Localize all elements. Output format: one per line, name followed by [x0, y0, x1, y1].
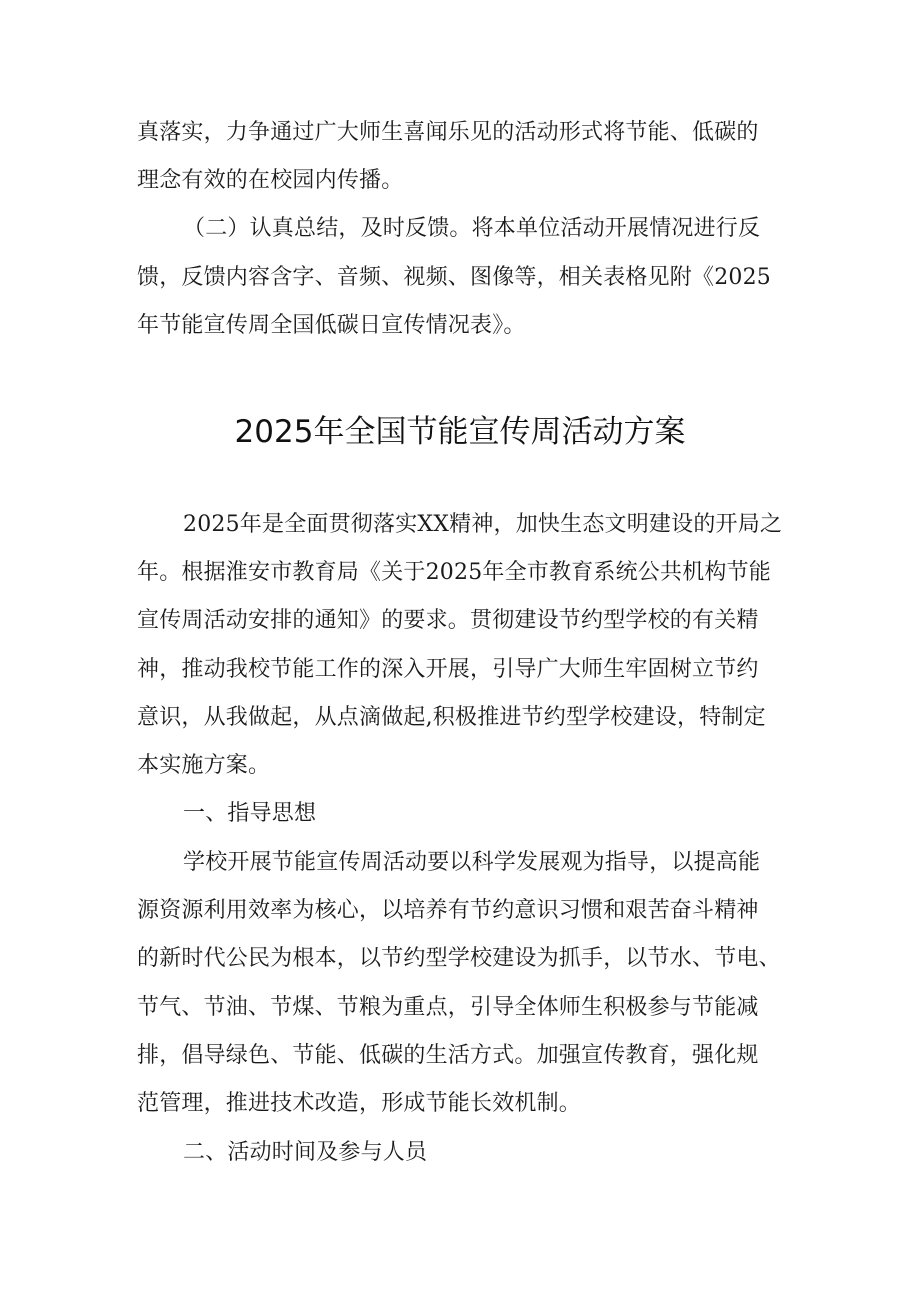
paragraph-line: 年节能宣传周全国低碳日宣传情况表》。 — [137, 313, 526, 338]
section-heading: 一、指导思想 — [183, 801, 317, 826]
paragraph-line: 意识，从我做起，从点滴做起,积极推进节约型学校建设，特制定 — [137, 705, 766, 730]
paragraph-line: 年。根据淮安市教育局《关于2025年全市教育系统公共机构节能 — [137, 560, 771, 585]
document-title: 2025年全国节能宣传周活动方案 — [234, 414, 686, 450]
paragraph-line: 理念有效的在校园内传播。 — [137, 168, 404, 193]
paragraph-line: 的新时代公民为根本，以节约型学校建设为抓手，以节水、节电、 — [137, 946, 781, 971]
paragraph-line: 排，倡导绿色、节能、低碳的生活方式。加强宣传教育，强化规 — [137, 1043, 759, 1068]
paragraph-line: 真落实，力争通过广大师生喜闻乐见的活动形式将节能、低碳的 — [137, 120, 759, 145]
paragraph-line: 宣传周活动安排的通知》的要求。贯彻建设节约型学校的有关精 — [137, 608, 759, 633]
paragraph-line: （二）认真总结，及时反馈。将本单位活动开展情况进行反 — [183, 216, 761, 241]
paragraph-line: 本实施方案。 — [137, 753, 271, 778]
paragraph-line: 馈，反馈内容含字、音频、视频、图像等，相关表格见附《2025 — [137, 265, 771, 290]
paragraph-line: 节气、节油、节煤、节粮为重点，引导全体师生积极参与节能减 — [137, 995, 759, 1020]
paragraph-line: 2025年是全面贯彻落实XX精神，加快生态文明建设的开局之 — [183, 512, 783, 537]
paragraph-line: 神，推动我校节能工作的深入开展，引导广大师生牢固树立节约 — [137, 657, 759, 682]
section-heading: 二、活动时间及参与人员 — [183, 1140, 428, 1165]
paragraph-line: 学校开展节能宣传周活动要以科学发展观为指导，以提高能 — [183, 850, 761, 875]
paragraph-line: 范管理，推进技术改造，形成节能长效机制。 — [137, 1091, 582, 1116]
paragraph-line: 源资源利用效率为核心，以培养有节约意识习惯和艰苦奋斗精神 — [137, 898, 759, 923]
